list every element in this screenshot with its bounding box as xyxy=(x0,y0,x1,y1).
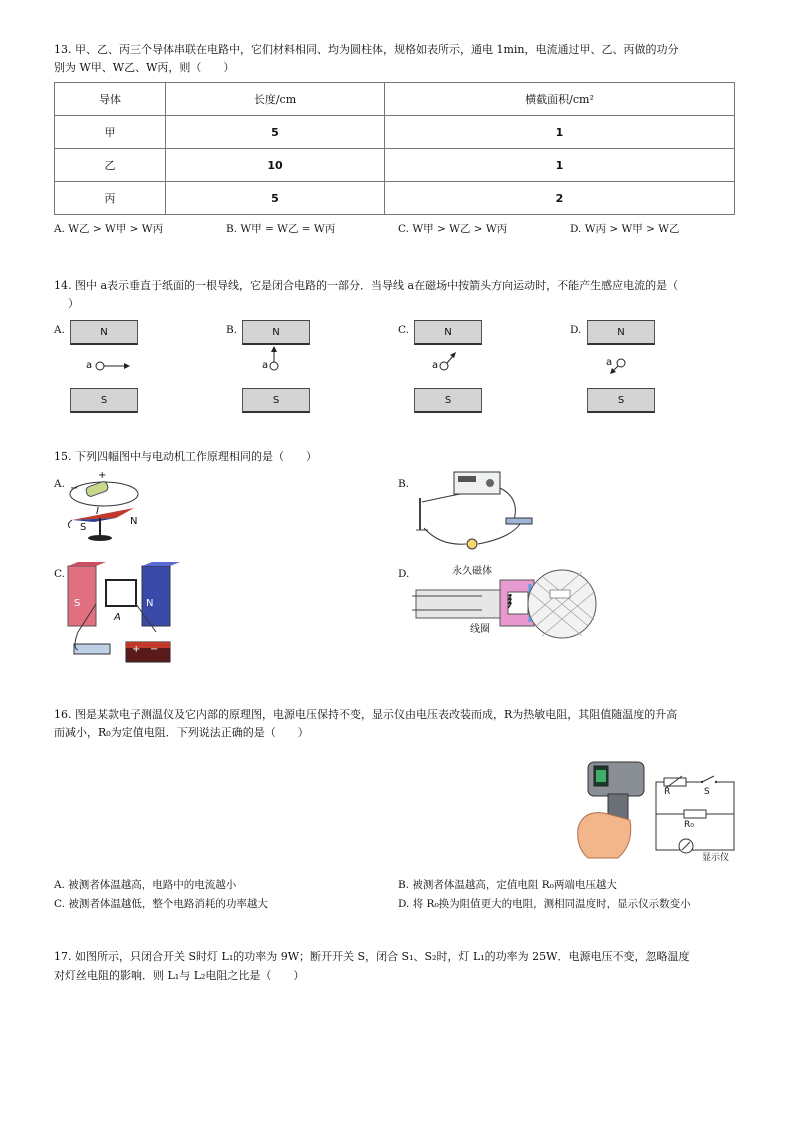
q13-option-d: D. W丙 > W甲 > W乙 xyxy=(570,223,680,235)
q15-label-b: B. xyxy=(398,478,410,490)
wire-label: a xyxy=(606,357,613,368)
north-pole-magnet: N xyxy=(414,320,482,345)
q16-option-c: C. 被测者体温越低，整个电路消耗的功率越大 xyxy=(54,898,268,910)
north-pole-magnet: N xyxy=(242,320,310,345)
table-cell: 1 xyxy=(385,149,735,182)
q15-label-c: C. xyxy=(54,568,65,580)
q16-option-d: D. 将 R₀换为阻值更大的电阻，测相同温度时，显示仪示数变小 xyxy=(398,898,691,910)
q15-label-a: A. xyxy=(54,478,65,490)
table-cell: 2 xyxy=(385,182,735,215)
south-pole-magnet: S xyxy=(587,388,655,413)
minus-label: − xyxy=(70,483,79,494)
q14-panel-a-label: A. xyxy=(54,324,65,336)
q16-stem-line1: 16. 图是某款电子测温仪及它内部的原理图，电源电压保持不变，显示仪由电压表改装而成，R为热敏电阻，其阻值随温度的升高 xyxy=(54,708,678,721)
south-label: S xyxy=(74,598,81,609)
motor-magnet-figure xyxy=(66,562,190,668)
north-label: N xyxy=(130,516,138,527)
south-label: S xyxy=(80,522,87,533)
table-header-cell: 导体 xyxy=(55,83,166,116)
table-header-cell: 横截面积/cm² xyxy=(385,83,735,116)
q13-option-b: B. W甲 = W乙 = W丙 xyxy=(226,223,336,235)
thermistor-label: R xyxy=(664,787,671,797)
table-cell: 10 xyxy=(166,149,385,182)
display-meter-label: 显示仪 xyxy=(702,853,730,863)
table-header-cell: 长度/cm xyxy=(166,83,385,116)
wire-label: a xyxy=(86,360,93,371)
wire-label: a xyxy=(432,360,439,371)
q13-stem-line1: 13. 甲、乙、丙三个导体串联在电路中，它们材料相同、均为圆柱体，规格如表所示，通电 1min，电流通过甲、乙、丙做的功分 xyxy=(54,43,679,56)
generator-meter-figure xyxy=(410,468,550,550)
wire-label: A xyxy=(114,612,121,623)
switch-label: S xyxy=(704,787,710,797)
table-cell: 乙 xyxy=(55,149,166,182)
table-row xyxy=(55,182,735,215)
north-pole-magnet: N xyxy=(587,320,655,345)
resistor-r0-label: R₀ xyxy=(684,820,694,830)
plus-label: + xyxy=(98,470,107,481)
permanent-magnet-label: 永久磁体 xyxy=(452,566,492,577)
table-header-row xyxy=(55,83,735,116)
table-cell: 甲 xyxy=(55,116,166,149)
q13-table xyxy=(54,82,735,215)
thermometer-gun-image xyxy=(574,758,650,862)
coil-label: 线圈 xyxy=(470,624,490,635)
q16-option-b: B. 被测者体温越高，定值电阻 R₀两端电压越大 xyxy=(398,879,617,891)
table-cell: 1 xyxy=(385,116,735,149)
table-cell: 丙 xyxy=(55,182,166,215)
q14-panel-d-label: D. xyxy=(570,324,582,336)
current-label: I xyxy=(96,506,99,517)
q16-option-a: A. 被测者体温越高，电路中的电流越小 xyxy=(54,879,237,891)
table-row xyxy=(55,149,735,182)
q17-stem-line2: 对灯丝电阻的影响．则 L₁与 L₂电阻之比是（ ） xyxy=(54,969,305,982)
q13-option-a: A. W乙 > W甲 > W丙 xyxy=(54,223,164,235)
minus-label: − xyxy=(150,644,159,655)
q14-stem-line2: ） xyxy=(68,297,79,310)
table-row xyxy=(55,116,735,149)
q15-stem: 15. 下列四幅图中与电动机工作原理相同的是（ ） xyxy=(54,450,317,463)
q13-stem-line2: 别为 W甲、W乙、W丙，则（ ） xyxy=(54,61,235,74)
table-cell: 5 xyxy=(166,116,385,149)
q15-label-d: D. xyxy=(398,568,410,580)
q14-stem-line1: 14. 图中 a表示垂直于纸面的一根导线，它是闭合电路的一部分．当导线 a在磁场中按箭头方向运动时，不能产生感应电流的是（ xyxy=(54,279,679,292)
north-pole-magnet: N xyxy=(70,320,138,345)
plus-label: + xyxy=(132,644,141,655)
wire-motion-up-icon xyxy=(268,346,284,374)
north-label: N xyxy=(146,598,154,609)
south-pole-magnet: S xyxy=(242,388,310,413)
q16-stem-line2: 而减小，R₀为定值电阻．下列说法正确的是（ ） xyxy=(54,726,309,739)
q14-panel-c-label: C. xyxy=(398,324,409,336)
q17-stem-line1: 17. 如图所示，只闭合开关 S时灯 L₁的功率为 9W；断开开关 S，闭合 S₁、S₂时，灯 L₁的功率为 25W．电源电压不变，忽略温度 xyxy=(54,950,690,963)
south-pole-magnet: S xyxy=(70,388,138,413)
wire-motion-right-icon xyxy=(94,358,134,374)
wire-motion-diagonal-up-icon xyxy=(438,350,458,374)
microphone-figure xyxy=(412,566,598,642)
q13-option-c: C. W甲 > W乙 > W丙 xyxy=(398,223,508,235)
wire-motion-diagonal-down-icon xyxy=(608,356,630,378)
wire-label: a xyxy=(262,360,269,371)
table-cell: 5 xyxy=(166,182,385,215)
south-pole-magnet: S xyxy=(414,388,482,413)
q14-panel-b-label: B. xyxy=(226,324,238,336)
